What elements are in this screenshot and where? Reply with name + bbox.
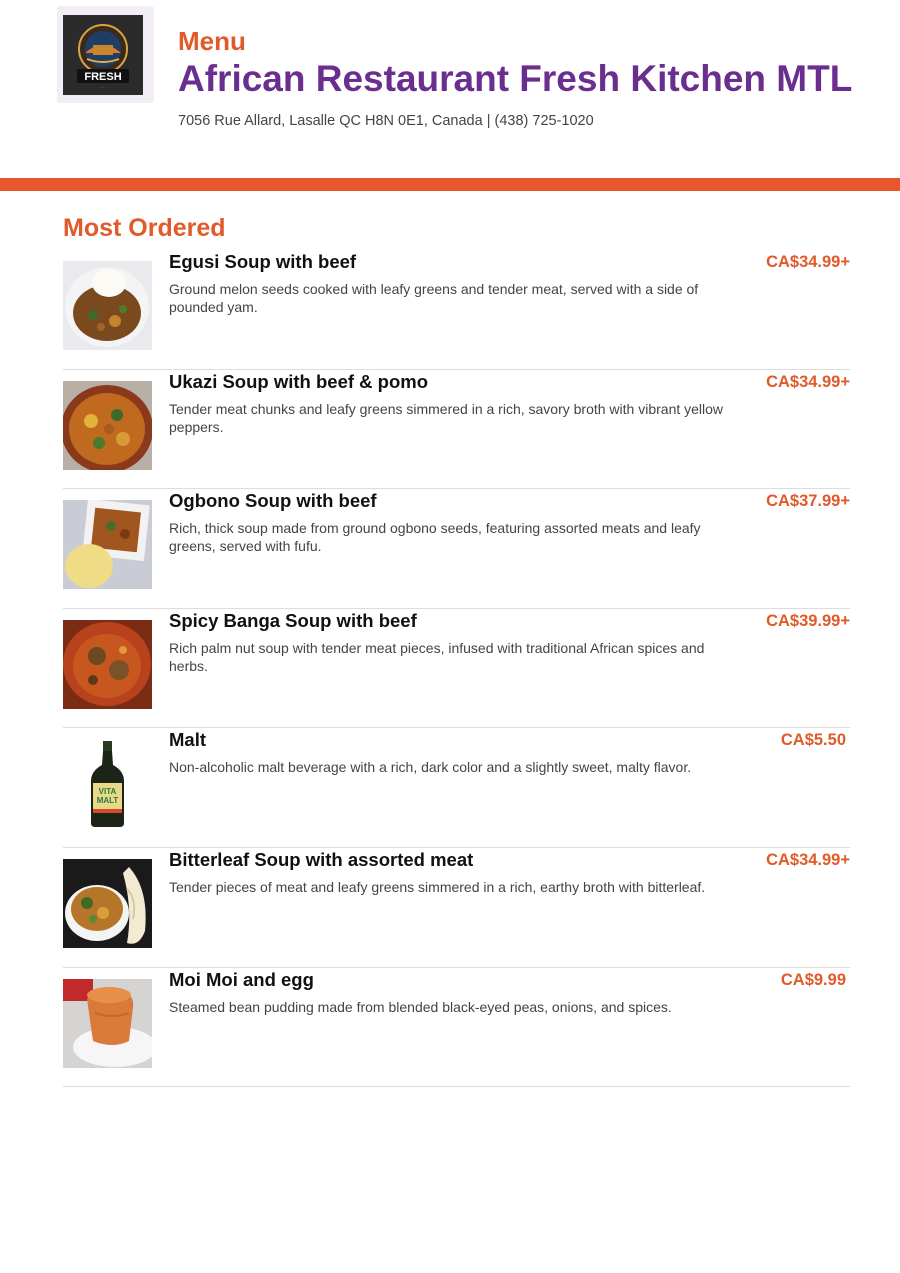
item-name: Moi Moi and egg xyxy=(169,968,314,990)
menu-item[interactable] xyxy=(63,728,850,848)
section-title: Most Ordered xyxy=(63,214,226,242)
menu-items-list xyxy=(63,250,850,1087)
menu-item[interactable] xyxy=(63,968,850,1088)
item-price: CA$34.99+ xyxy=(766,253,850,271)
egusi-soup-photo-icon xyxy=(63,261,152,350)
menu-item[interactable] xyxy=(63,370,850,490)
item-price: CA$37.99+ xyxy=(766,492,850,511)
item-description: Steamed bean pudding made from blended black-eyed peas, onions, and spices. xyxy=(169,998,672,1015)
logo-container xyxy=(57,6,154,103)
item-price: CA$5.50 xyxy=(780,731,846,750)
item-description: Tender meat chunks and leafy greens simmered in a rich, savory broth with vibrant yellow peppers. xyxy=(169,400,724,435)
item-name: Bitterleaf Soup with assorted meat xyxy=(169,848,474,870)
item-description: Non-alcoholic malt beverage with a rich, dark color and a slightly sweet, malty flavor. xyxy=(169,759,692,776)
item-description: Rich palm nut soup with tender meat pieces, infused with traditional African spices and herbs. xyxy=(169,639,705,674)
item-description: Ground melon seeds cooked with leafy greens and tender meat, served with a side of pounded yam. xyxy=(169,281,699,315)
item-description: Tender pieces of meat and leafy greens simmered in a rich, earthy broth with bitterleaf. xyxy=(169,878,706,895)
menu-label: Menu xyxy=(178,26,246,56)
item-name: Spicy Banga Soup with beef xyxy=(169,609,417,631)
item-name: Egusi Soup with beef xyxy=(169,251,357,272)
svg-text:VITA: VITA xyxy=(98,787,117,797)
banga-soup-photo-icon xyxy=(63,620,152,709)
restaurant-title: African Restaurant Fresh Kitchen MTL xyxy=(178,58,853,99)
ogbono-soup-photo-icon xyxy=(63,500,152,589)
restaurant-address: 7056 Rue Allard, Lasalle QC H8N 0E1, Canada | (438) 725-1020 xyxy=(178,113,594,129)
ukazi-soup-photo-icon xyxy=(63,381,152,470)
item-price: CA$34.99+ xyxy=(766,372,850,391)
item-price: CA$34.99+ xyxy=(766,850,850,869)
restaurant-logo-icon xyxy=(63,15,143,95)
bitterleaf-soup-photo-icon xyxy=(63,859,152,948)
svg-text:· · ·: · · · xyxy=(99,85,107,90)
item-description: Rich, thick soup made from ground ogbono seeds, featuring assorted meats and leafy greens, served with fufu. xyxy=(169,520,701,555)
item-name: Malt xyxy=(169,729,206,751)
svg-text:MALT: MALT xyxy=(96,796,119,806)
header-divider xyxy=(0,178,900,191)
menu-item[interactable] xyxy=(63,489,850,609)
item-name: Ogbono Soup with beef xyxy=(169,490,377,512)
item-price: CA$9.99 xyxy=(780,970,846,989)
logo-text: FRESH xyxy=(84,71,122,83)
malt-bottle-photo-icon xyxy=(63,739,152,828)
menu-item[interactable] xyxy=(63,609,850,729)
item-price: CA$39.99+ xyxy=(766,611,850,630)
item-name: Ukazi Soup with beef & pomo xyxy=(169,370,429,392)
menu-header xyxy=(0,0,900,178)
moi-moi-photo-icon xyxy=(63,979,152,1068)
menu-item[interactable] xyxy=(63,848,850,968)
menu-item[interactable] xyxy=(63,250,850,370)
